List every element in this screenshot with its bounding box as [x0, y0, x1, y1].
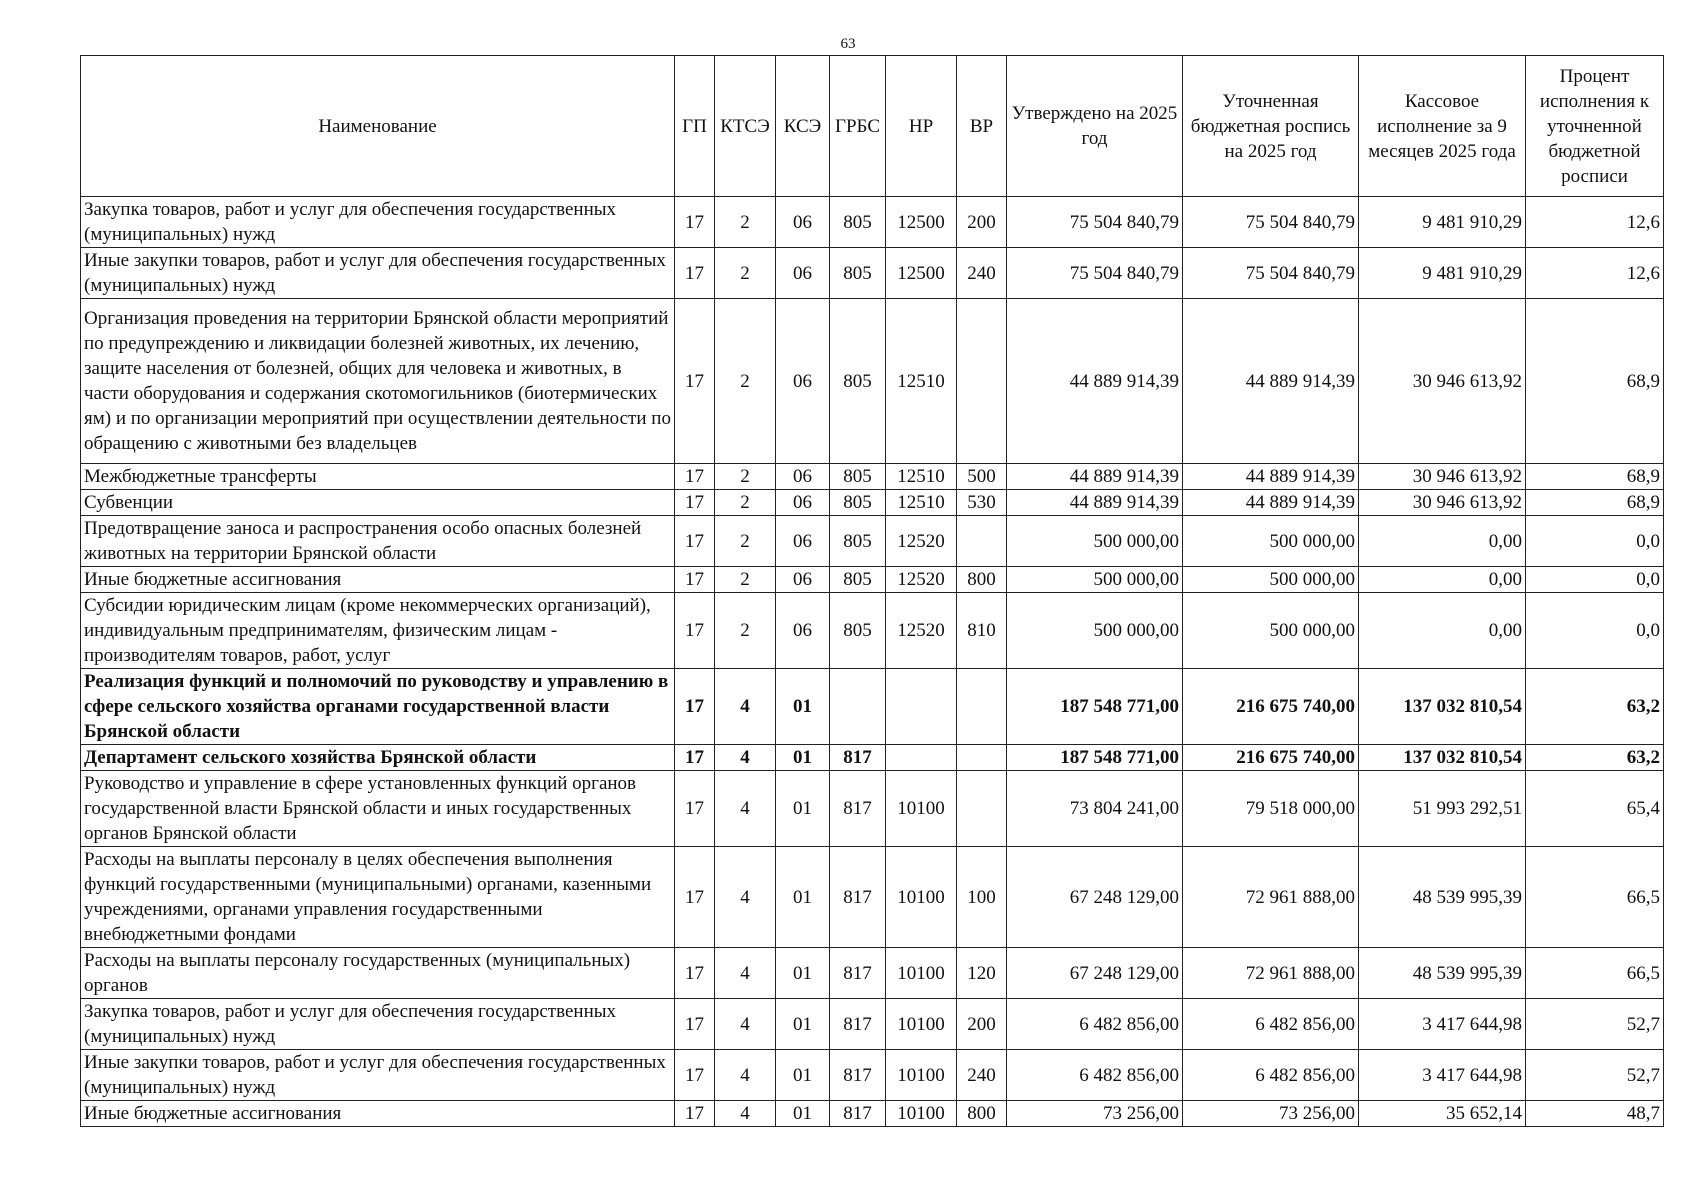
row-ktse: 2: [715, 516, 776, 567]
row-name: Субвенции: [81, 490, 675, 516]
row-approved: 75 504 840,79: [1007, 197, 1183, 248]
row-ktse: 4: [715, 948, 776, 999]
row-kse: 06: [776, 299, 830, 464]
row-cash: 0,00: [1359, 593, 1526, 669]
row-refined: 6 482 856,00: [1183, 999, 1359, 1050]
row-kse: 06: [776, 248, 830, 299]
row-cash: 0,00: [1359, 516, 1526, 567]
row-percent: 12,6: [1526, 197, 1664, 248]
row-kse: 06: [776, 197, 830, 248]
row-ktse: 4: [715, 745, 776, 771]
table-row: [81, 847, 1664, 948]
row-grbs: 817: [830, 847, 886, 948]
table-row: [81, 745, 1664, 771]
row-refined: 216 675 740,00: [1183, 669, 1359, 745]
row-refined: 216 675 740,00: [1183, 745, 1359, 771]
row-refined: 73 256,00: [1183, 1101, 1359, 1127]
row-name: Расходы на выплаты персоналу государственных (муниципальных) органов: [81, 948, 675, 999]
header-grbs: ГРБС: [830, 56, 886, 197]
row-gp: 17: [675, 490, 715, 516]
row-percent: 0,0: [1526, 516, 1664, 567]
row-vr: 120: [957, 948, 1007, 999]
header-ktse: КТСЭ: [715, 56, 776, 197]
header-nr: НР: [886, 56, 957, 197]
row-ktse: 4: [715, 1050, 776, 1101]
row-ktse: 2: [715, 490, 776, 516]
row-nr: 10100: [886, 948, 957, 999]
row-percent: 0,0: [1526, 593, 1664, 669]
table-row: [81, 771, 1664, 847]
row-cash: 9 481 910,29: [1359, 197, 1526, 248]
row-cash: 3 417 644,98: [1359, 1050, 1526, 1101]
budget-table: [80, 55, 1664, 1127]
header-name: Наименование: [81, 56, 675, 197]
row-name: Закупка товаров, работ и услуг для обеспечения государственных (муниципальных) нужд: [81, 197, 675, 248]
row-gp: 17: [675, 771, 715, 847]
row-kse: 01: [776, 1101, 830, 1127]
row-nr: 10100: [886, 771, 957, 847]
table-row: [81, 1101, 1664, 1127]
row-approved: 500 000,00: [1007, 516, 1183, 567]
row-nr: 10100: [886, 999, 957, 1050]
row-name: Иные бюджетные ассигнования: [81, 567, 675, 593]
row-nr: [886, 669, 957, 745]
row-nr: 12500: [886, 248, 957, 299]
row-percent: 68,9: [1526, 490, 1664, 516]
row-approved: 75 504 840,79: [1007, 248, 1183, 299]
row-vr: 530: [957, 490, 1007, 516]
row-cash: 30 946 613,92: [1359, 299, 1526, 464]
row-name: Организация проведения на территории Брянской области мероприятий по предупреждению и ликвидации болезней животных, их лечению, защите населения от болезней, общих для человека и животных, в части оборудования и содержания скотомогильников (биотермических ям) и по организации мероприятий при осуществлении деятельности по обращению с животными без владельцев: [81, 299, 675, 464]
row-percent: 68,9: [1526, 299, 1664, 464]
header-approved: Утверждено на 2025 год: [1007, 56, 1183, 197]
row-grbs: 805: [830, 299, 886, 464]
row-ktse: 2: [715, 248, 776, 299]
row-gp: 17: [675, 999, 715, 1050]
row-kse: 01: [776, 948, 830, 999]
row-gp: 17: [675, 248, 715, 299]
row-percent: 63,2: [1526, 745, 1664, 771]
header-cash: Кассовое исполнение за 9 месяцев 2025 года: [1359, 56, 1526, 197]
row-nr: 12520: [886, 593, 957, 669]
row-kse: 06: [776, 516, 830, 567]
row-gp: 17: [675, 567, 715, 593]
row-gp: 17: [675, 299, 715, 464]
row-refined: 500 000,00: [1183, 593, 1359, 669]
row-cash: 48 539 995,39: [1359, 948, 1526, 999]
row-refined: 75 504 840,79: [1183, 248, 1359, 299]
row-vr: [957, 669, 1007, 745]
row-grbs: 817: [830, 948, 886, 999]
row-approved: 6 482 856,00: [1007, 1050, 1183, 1101]
row-grbs: 805: [830, 490, 886, 516]
row-gp: 17: [675, 948, 715, 999]
row-cash: 0,00: [1359, 567, 1526, 593]
header-percent: Процент исполнения к уточненной бюджетной росписи: [1526, 56, 1664, 197]
table-header-row: [81, 56, 1664, 197]
row-cash: 137 032 810,54: [1359, 745, 1526, 771]
row-nr: 12520: [886, 567, 957, 593]
row-percent: 48,7: [1526, 1101, 1664, 1127]
row-grbs: 817: [830, 1050, 886, 1101]
row-cash: 30 946 613,92: [1359, 490, 1526, 516]
row-approved: 187 548 771,00: [1007, 669, 1183, 745]
row-ktse: 2: [715, 593, 776, 669]
row-vr: 100: [957, 847, 1007, 948]
table-row: [81, 567, 1664, 593]
row-ktse: 4: [715, 999, 776, 1050]
row-gp: 17: [675, 1101, 715, 1127]
row-percent: 66,5: [1526, 948, 1664, 999]
row-refined: 72 961 888,00: [1183, 847, 1359, 948]
row-percent: 52,7: [1526, 999, 1664, 1050]
row-nr: [886, 745, 957, 771]
row-name: Иные закупки товаров, работ и услуг для обеспечения государственных (муниципальных) нужд: [81, 248, 675, 299]
table-row: [81, 999, 1664, 1050]
row-kse: 06: [776, 464, 830, 490]
row-kse: 01: [776, 847, 830, 948]
row-percent: 65,4: [1526, 771, 1664, 847]
row-percent: 66,5: [1526, 847, 1664, 948]
row-vr: 800: [957, 567, 1007, 593]
row-approved: 44 889 914,39: [1007, 490, 1183, 516]
row-name: Реализация функций и полномочий по руководству и управлению в сфере сельского хозяйства органами государственной власти Брянской области: [81, 669, 675, 745]
row-approved: 67 248 129,00: [1007, 948, 1183, 999]
row-name: Межбюджетные трансферты: [81, 464, 675, 490]
row-grbs: 805: [830, 567, 886, 593]
row-name: Иные закупки товаров, работ и услуг для обеспечения государственных (муниципальных) нужд: [81, 1050, 675, 1101]
row-vr: [957, 299, 1007, 464]
row-grbs: 805: [830, 197, 886, 248]
row-ktse: 2: [715, 299, 776, 464]
row-ktse: 2: [715, 197, 776, 248]
row-ktse: 2: [715, 567, 776, 593]
row-approved: 73 804 241,00: [1007, 771, 1183, 847]
row-approved: 500 000,00: [1007, 593, 1183, 669]
table-row: [81, 299, 1664, 464]
row-kse: 06: [776, 490, 830, 516]
row-vr: 810: [957, 593, 1007, 669]
row-vr: [957, 771, 1007, 847]
row-refined: 44 889 914,39: [1183, 299, 1359, 464]
row-gp: 17: [675, 745, 715, 771]
page-number: 63: [840, 36, 856, 52]
row-nr: 12500: [886, 197, 957, 248]
row-vr: 240: [957, 248, 1007, 299]
table-row: [81, 490, 1664, 516]
row-refined: 72 961 888,00: [1183, 948, 1359, 999]
table-row: [81, 197, 1664, 248]
row-gp: 17: [675, 1050, 715, 1101]
row-refined: 6 482 856,00: [1183, 1050, 1359, 1101]
row-cash: 137 032 810,54: [1359, 669, 1526, 745]
header-refined: Уточненная бюджетная роспись на 2025 год: [1183, 56, 1359, 197]
row-approved: 187 548 771,00: [1007, 745, 1183, 771]
row-nr: 10100: [886, 1050, 957, 1101]
row-name: Предотвращение заноса и распространения особо опасных болезней животных на территории Брянской области: [81, 516, 675, 567]
row-approved: 44 889 914,39: [1007, 464, 1183, 490]
row-cash: 48 539 995,39: [1359, 847, 1526, 948]
row-ktse: 2: [715, 464, 776, 490]
table-row: [81, 464, 1664, 490]
row-grbs: 817: [830, 1101, 886, 1127]
row-kse: 01: [776, 999, 830, 1050]
table-row: [81, 1050, 1664, 1101]
row-refined: 75 504 840,79: [1183, 197, 1359, 248]
row-approved: 73 256,00: [1007, 1101, 1183, 1127]
row-refined: 500 000,00: [1183, 516, 1359, 567]
row-grbs: 805: [830, 464, 886, 490]
row-vr: 200: [957, 197, 1007, 248]
row-name: Субсидии юридическим лицам (кроме некоммерческих организаций), индивидуальным предпринимателям, физическим лицам - производителям товаров, работ, услуг: [81, 593, 675, 669]
row-cash: 35 652,14: [1359, 1101, 1526, 1127]
row-percent: 0,0: [1526, 567, 1664, 593]
row-gp: 17: [675, 197, 715, 248]
row-approved: 67 248 129,00: [1007, 847, 1183, 948]
row-ktse: 4: [715, 847, 776, 948]
row-nr: 12510: [886, 464, 957, 490]
row-vr: [957, 745, 1007, 771]
row-nr: 12510: [886, 299, 957, 464]
row-kse: 01: [776, 745, 830, 771]
table-row: [81, 948, 1664, 999]
row-grbs: [830, 669, 886, 745]
row-approved: 500 000,00: [1007, 567, 1183, 593]
row-refined: 44 889 914,39: [1183, 464, 1359, 490]
row-grbs: 805: [830, 248, 886, 299]
row-approved: 6 482 856,00: [1007, 999, 1183, 1050]
row-ktse: 4: [715, 771, 776, 847]
row-vr: [957, 516, 1007, 567]
row-percent: 12,6: [1526, 248, 1664, 299]
row-gp: 17: [675, 516, 715, 567]
row-grbs: 817: [830, 745, 886, 771]
row-gp: 17: [675, 669, 715, 745]
row-kse: 06: [776, 593, 830, 669]
row-kse: 01: [776, 669, 830, 745]
row-name: Департамент сельского хозяйства Брянской области: [81, 745, 675, 771]
row-grbs: 817: [830, 771, 886, 847]
table-row: [81, 669, 1664, 745]
row-name: Иные бюджетные ассигнования: [81, 1101, 675, 1127]
row-gp: 17: [675, 464, 715, 490]
row-vr: 800: [957, 1101, 1007, 1127]
row-gp: 17: [675, 593, 715, 669]
table-body: [81, 197, 1664, 1127]
row-vr: 200: [957, 999, 1007, 1050]
row-ktse: 4: [715, 669, 776, 745]
row-kse: 06: [776, 567, 830, 593]
row-percent: 68,9: [1526, 464, 1664, 490]
row-cash: 30 946 613,92: [1359, 464, 1526, 490]
row-name: Закупка товаров, работ и услуг для обеспечения государственных (муниципальных) нужд: [81, 999, 675, 1050]
row-ktse: 4: [715, 1101, 776, 1127]
row-kse: 01: [776, 771, 830, 847]
row-nr: 12510: [886, 490, 957, 516]
row-grbs: 805: [830, 593, 886, 669]
table-row: [81, 593, 1664, 669]
row-cash: 51 993 292,51: [1359, 771, 1526, 847]
row-percent: 52,7: [1526, 1050, 1664, 1101]
header-kse: КСЭ: [776, 56, 830, 197]
row-nr: 10100: [886, 847, 957, 948]
row-refined: 79 518 000,00: [1183, 771, 1359, 847]
row-percent: 63,2: [1526, 669, 1664, 745]
row-gp: 17: [675, 847, 715, 948]
row-cash: 9 481 910,29: [1359, 248, 1526, 299]
row-kse: 01: [776, 1050, 830, 1101]
row-name: Расходы на выплаты персоналу в целях обеспечения выполнения функций государственными (муниципальными) органами, казенными учреждениями, органами управления государственными внебюджетными фондами: [81, 847, 675, 948]
row-nr: 12520: [886, 516, 957, 567]
row-refined: 44 889 914,39: [1183, 490, 1359, 516]
row-vr: 500: [957, 464, 1007, 490]
header-gp: ГП: [675, 56, 715, 197]
row-refined: 500 000,00: [1183, 567, 1359, 593]
row-approved: 44 889 914,39: [1007, 299, 1183, 464]
row-cash: 3 417 644,98: [1359, 999, 1526, 1050]
row-name: Руководство и управление в сфере установленных функций органов государственной власти Брянской области и иных государственных органов Брянской области: [81, 771, 675, 847]
row-nr: 10100: [886, 1101, 957, 1127]
table-row: [81, 516, 1664, 567]
table-row: [81, 248, 1664, 299]
row-grbs: 817: [830, 999, 886, 1050]
row-grbs: 805: [830, 516, 886, 567]
row-vr: 240: [957, 1050, 1007, 1101]
header-vr: ВР: [957, 56, 1007, 197]
